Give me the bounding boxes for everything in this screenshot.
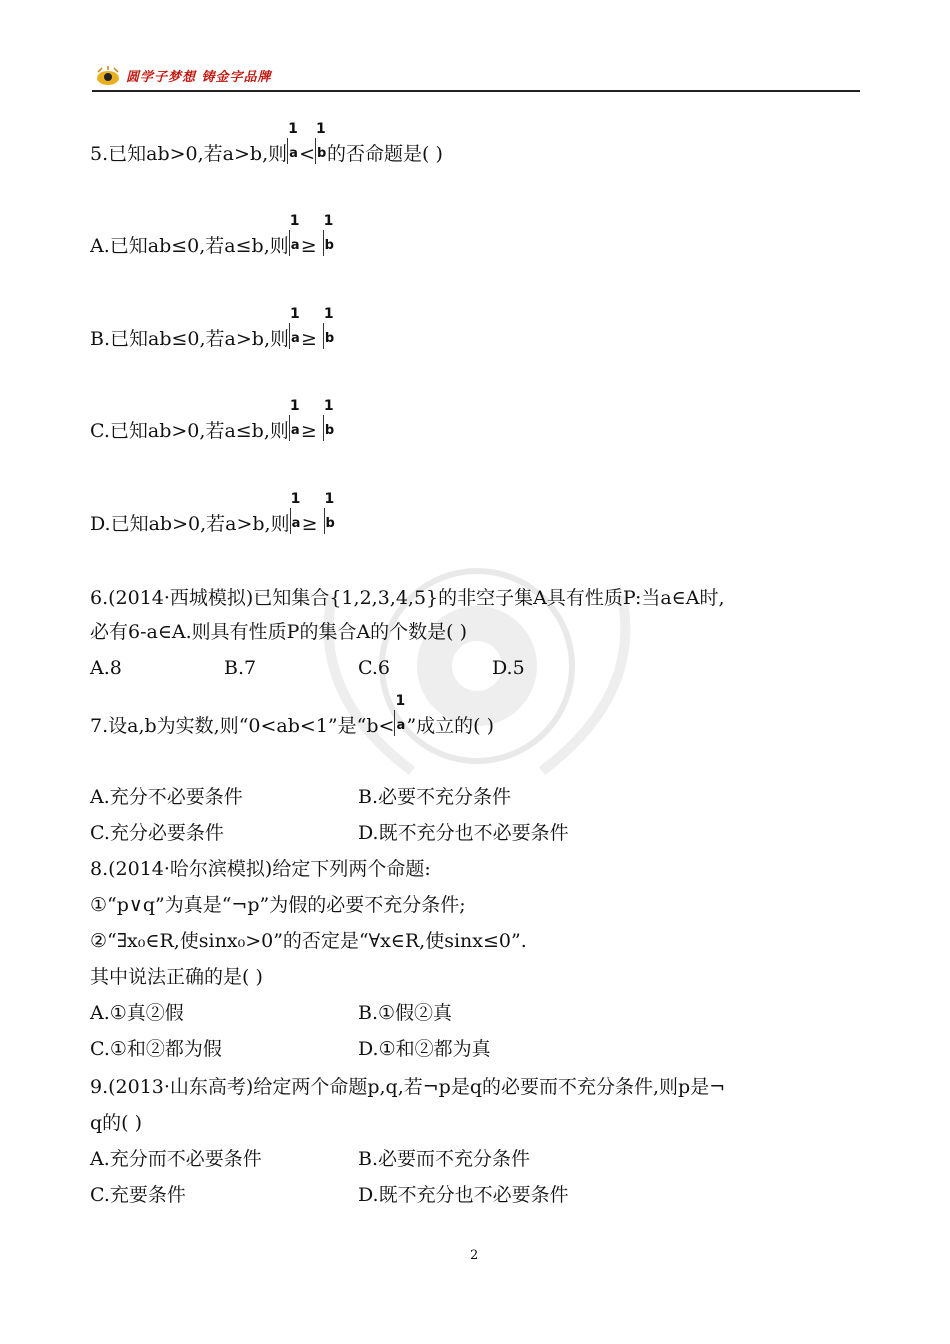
fraction: 1 a <box>394 714 406 738</box>
q6-option-b: B.7 <box>224 657 257 679</box>
page-number: 2 <box>470 1248 479 1263</box>
page-header <box>92 64 860 92</box>
q9-option-d: D.既不充分也不必要条件 <box>358 1184 569 1206</box>
q6-option-a: A.8 <box>90 657 122 679</box>
fraction: 1 b <box>315 142 327 166</box>
q8-option-a: A.①真②假 <box>90 1002 184 1024</box>
q9-line-2: q的( ) <box>90 1112 143 1134</box>
q5-stem: 5.已知ab>0,若a>b,则 1 a < 1 b 的否命题是( ) <box>90 121 443 165</box>
q5-option-c: C.已知ab>0,若a≤b,则 1 a ≥ 1 b <box>90 398 335 442</box>
q8-line-1: 8.(2014·哈尔滨模拟)给定下列两个命题: <box>90 858 431 880</box>
q6-line-1: 6.(2014·西城模拟)已知集合{1,2,3,4,5}的非空子集A具有性质P:当a∈A时, <box>90 587 725 609</box>
q9-option-a: A.充分而不必要条件 <box>90 1148 262 1170</box>
q8-option-c: C.①和②都为假 <box>90 1038 222 1060</box>
q8-option-b: B.①假②真 <box>358 1002 453 1024</box>
q7-option-a: A.充分不必要条件 <box>90 786 243 808</box>
q9-option-b: B.必要而不充分条件 <box>358 1148 531 1170</box>
fraction: 1 a <box>287 142 299 166</box>
q6-option-d: D.5 <box>492 657 525 679</box>
brand-slogan: 圆学子梦想 铸金字品牌 <box>126 70 272 85</box>
q8-line-2: ①“p∨q”为真是“¬p”为假的必要不充分条件; <box>90 894 466 916</box>
q8-line-3: ②“∃x₀∈R,使sinx₀>0”的否定是“∀x∈R,使sinx≤0”. <box>90 930 527 952</box>
q6-option-c: C.6 <box>358 657 390 679</box>
q8-option-d: D.①和②都为真 <box>358 1038 491 1060</box>
logo-icon <box>96 66 120 86</box>
q6-line-2: 必有6-a∈A.则具有性质P的集合A的个数是( ) <box>90 621 468 643</box>
q5-option-a: A.已知ab≤0,若a≤b,则 1 a ≥ 1 b <box>90 213 334 257</box>
q9-option-c: C.充要条件 <box>90 1184 186 1206</box>
q9-line-1: 9.(2013·山东高考)给定两个命题p,q,若¬p是q的必要而不充分条件,则p是¬ <box>90 1076 726 1098</box>
q7-option-b: B.必要不充分条件 <box>358 786 512 808</box>
q8-line-4: 其中说法正确的是( ) <box>90 966 263 988</box>
q7-option-c: C.充分必要条件 <box>90 822 224 844</box>
q5-option-b: B.已知ab≤0,若a>b,则 1 a ≥ 1 b <box>90 306 335 350</box>
q7-option-d: D.既不充分也不必要条件 <box>358 822 569 844</box>
q5-option-d: D.已知ab>0,若a>b,则 1 a ≥ 1 b <box>90 491 335 535</box>
q7-stem: 7.设a,b为实数,则“0<ab<1”是“b< 1 a ”成立的( ) <box>90 693 495 737</box>
